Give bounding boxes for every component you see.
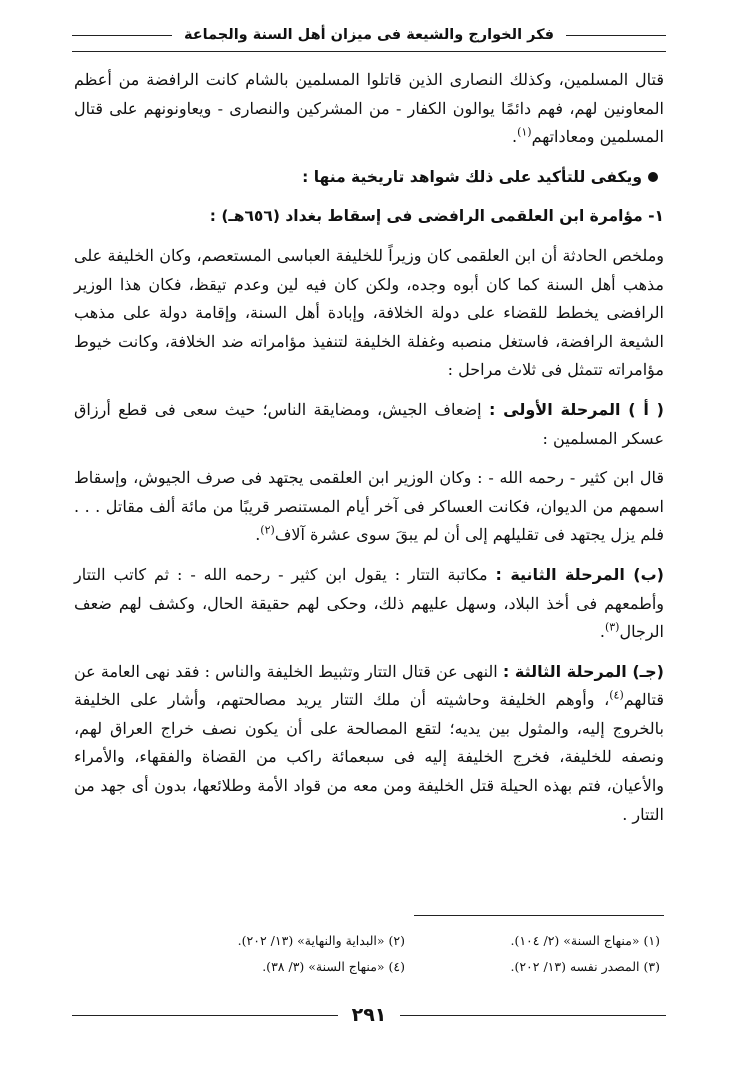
quote-text: قال ابن كثير - رحمه الله - : وكان الوزير ابن العلقمى يجتهد فى صرف الجيوش، وإسقاط اسمهم من الديوان، فكانت العساكر فى آخر أيام المستنصر قريبًا من مائة ألف مقاتل . . . فلم يزل يجتهد فى تقليلهم إلى أن لم يبقَ سوى عشرة آلاف xyxy=(74,468,664,545)
footnote-4: (٤) «منهاج السنة» (٣/ ٣٨). xyxy=(262,959,405,974)
footnote-2: (٢) «البداية والنهاية» (١٣/ ٢٠٢). xyxy=(237,933,405,948)
footnote-1: (١) «منهاج السنة» (٢/ ١٠٤). xyxy=(510,933,660,948)
footnote-separator xyxy=(414,915,664,916)
paragraph-ibn-kathir-quote xyxy=(74,464,664,550)
stage-b xyxy=(74,561,664,647)
header-rule-right xyxy=(566,35,666,36)
stage-c-text-2: ، وأوهم الخليفة وحاشيته أن ملك التتار يريد مصالحتهم، وأشار على الخليفة بالخروج إليه، والمثول بين يديه؛ لتقع المصالحة على أن يكون نصف خراج العراق لهم، ونصفه للخليفة، فخرج الخليفة إليه فى سبعمائة راكب من القضاة والفقهاء، والأمراء والأعيان، فتم بهذه الحيلة قتل الخليفة ومن معه من قواد الأمة وطلائعها، بدون أى جهد من التتار . xyxy=(74,690,664,824)
footnote-ref-1: (١) xyxy=(517,125,532,139)
stage-c xyxy=(74,658,664,830)
stage-a-label: ( أ ) المرحلة الأولى : xyxy=(488,399,664,419)
header-underline xyxy=(72,51,666,52)
page-number: ٢٩١ xyxy=(351,1004,387,1026)
stage-b-text: مكاتبة التتار : يقول ابن كثير - رحمه الله - : ثم كاتب التتار وأطمعهم فى أخذ البلاد، وسهل عليهم ذلك، وحكى لهم حقيقة الحال، وكشف لهم ضعف الرجال xyxy=(74,564,664,642)
stage-b-label: (ب) المرحلة الثانية : xyxy=(495,564,664,584)
stage-c-text-1: النهى عن قتال التتار وتثبيط الخليفة والناس : فقد نهى العامة عن قتالهم xyxy=(74,661,664,710)
paragraph-summary: وملخص الحادثة أن ابن العلقمى كان وزيراً للخليفة العباسى المستعصم، وكان الخليفة على مذهب أهل السنة كما كان أبوه وجده، ولكن كان فيه لين وعدم تيقظ، فكان هذا الوزير الرافضى يخطط للقضاء على دولة الخلافة، وإبادة أهل السنة، وإقامة دولة على مذهب الشيعة الرافضة، فاستغل منصبه وغفلة الخليفة لتنفيذ مؤامراته ضد الخلافة، وكانت خيوط مؤامراته تتمثل فى ثلاث مراحل : xyxy=(74,245,664,380)
stage-a xyxy=(74,396,664,453)
header-rule-left xyxy=(72,35,172,36)
footnote-ref-2: (٢) xyxy=(260,523,275,537)
bullet-icon xyxy=(648,172,658,182)
footnote-3: (٣) المصدر نفسه (١٣/ ٢٠٢). xyxy=(510,959,660,974)
paragraph-intro xyxy=(74,66,664,152)
footer-rule-right xyxy=(400,1015,666,1016)
footnote-ref-3: (٣) xyxy=(604,620,620,634)
stage-a-text: إضعاف الجيش، ومضايقة الناس؛ حيث سعى فى قطع أرزاق عسكر المسلمين : xyxy=(74,399,664,448)
footnote-ref-4: (٤) xyxy=(609,688,624,702)
stage-b-end: . xyxy=(599,622,605,642)
running-header xyxy=(72,22,666,48)
footnotes xyxy=(160,928,660,980)
header-title: فكر الخوارج والشيعة فى ميزان أهل السنة والجماعة xyxy=(183,27,555,43)
quote-end: . xyxy=(255,525,261,545)
stage-c-label: (جـ) المرحلة الثالثة : xyxy=(502,661,664,681)
section-heading: ١- مؤامرة ابن العلقمى الرافضى فى إسقاط بغداد (٦٥٦هـ) : xyxy=(209,207,664,226)
main-text xyxy=(74,66,664,829)
footer-rule-left xyxy=(72,1015,338,1016)
bullet-text: ويكفى للتأكيد على ذلك شواهد تاريخية منها : xyxy=(302,167,642,186)
paragraph-intro-text: قتال المسلمين، وكذلك النصارى الذين قاتلوا المسلمين بالشام كانت الرافضة من أعظم المعاونين لهم، فهم دائمًا يوالون الكفار - من المشركين والنصارى - ويعاونونهم على قتال المسلمين ومعاداتهم xyxy=(74,70,664,147)
bullet-line xyxy=(74,163,664,192)
paragraph-intro-end: . xyxy=(511,127,518,147)
page-footer xyxy=(72,1000,666,1030)
